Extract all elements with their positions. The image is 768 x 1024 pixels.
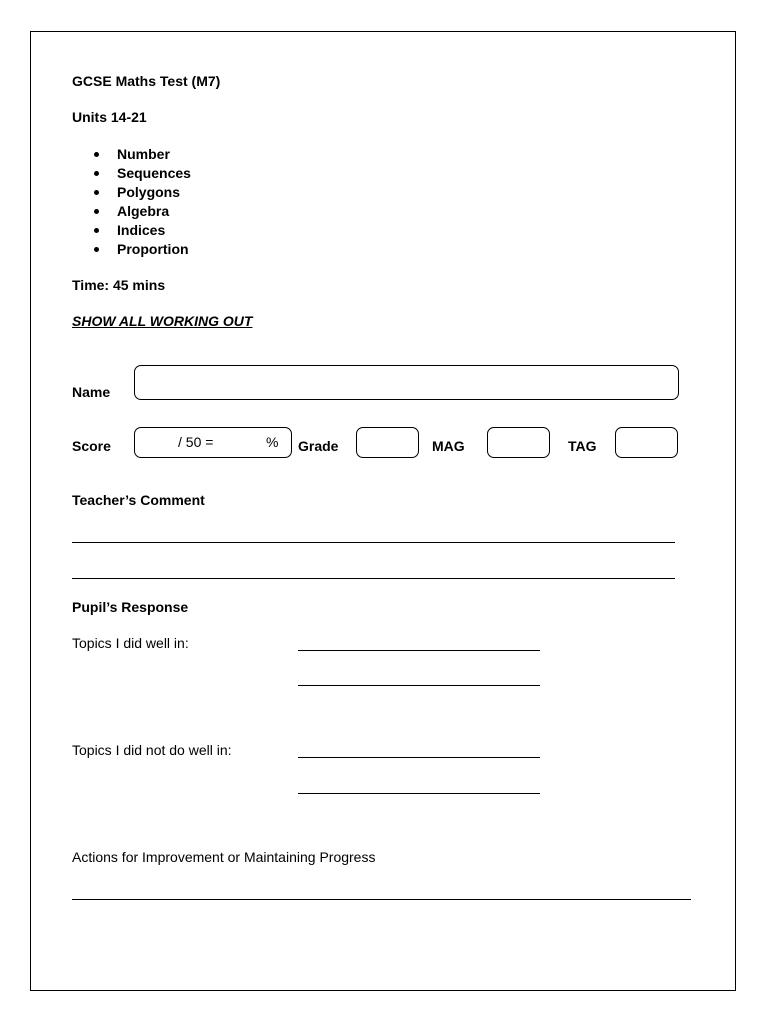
topic-item: Number: [92, 145, 191, 164]
actions-label: Actions for Improvement or Maintaining Progress: [72, 849, 376, 865]
test-title: GCSE Maths Test (M7): [72, 73, 221, 89]
topic-item: Indices: [92, 221, 191, 240]
working-out-instruction: SHOW ALL WORKING OUT: [72, 313, 253, 329]
grade-label: Grade: [298, 438, 339, 454]
topic-item: Proportion: [92, 240, 191, 259]
topics-well-label: Topics I did well in:: [72, 635, 189, 651]
teacher-comment-line[interactable]: [72, 578, 675, 579]
score-percent-sign: %: [266, 434, 279, 450]
topic-list: [92, 145, 191, 259]
topics-well-line[interactable]: [298, 685, 540, 686]
tag-label: TAG: [568, 438, 597, 454]
topic-item: Algebra: [92, 202, 191, 221]
time-label: Time: 45 mins: [72, 277, 166, 293]
grade-field[interactable]: [356, 427, 419, 458]
actions-line[interactable]: [72, 899, 691, 900]
score-out-of-text: / 50 =: [178, 434, 214, 450]
score-label: Score: [72, 438, 111, 454]
topics-not-well-label: Topics I did not do well in:: [72, 742, 232, 758]
teacher-comment-heading: Teacher’s Comment: [72, 492, 205, 508]
topics-not-well-line[interactable]: [298, 757, 540, 758]
name-label: Name: [72, 384, 111, 400]
tag-field[interactable]: [615, 427, 678, 458]
topic-item: Sequences: [92, 164, 191, 183]
units-label: Units 14-21: [72, 109, 147, 125]
topics-well-line[interactable]: [298, 650, 540, 651]
topic-item: Polygons: [92, 183, 191, 202]
mag-label: MAG: [432, 438, 465, 454]
score-field[interactable]: [134, 427, 292, 458]
name-field[interactable]: [134, 365, 679, 400]
mag-field[interactable]: [487, 427, 550, 458]
pupil-response-heading: Pupil’s Response: [72, 599, 189, 615]
teacher-comment-line[interactable]: [72, 542, 675, 543]
topics-not-well-line[interactable]: [298, 793, 540, 794]
